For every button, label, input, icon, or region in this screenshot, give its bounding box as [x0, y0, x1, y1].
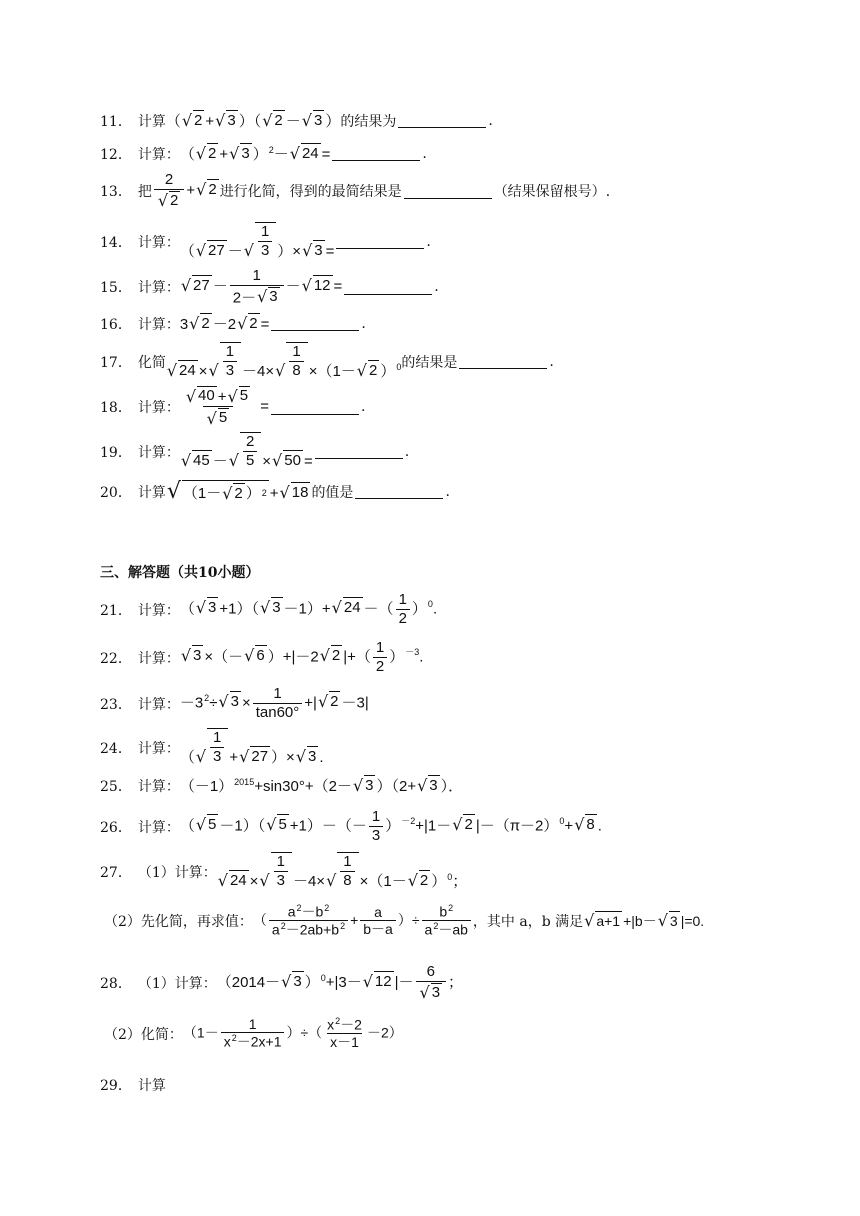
part-label: （1）计算：	[137, 864, 217, 881]
answer-blank	[459, 354, 547, 369]
question-label: 计算：	[137, 778, 180, 795]
question-number: 15．	[100, 280, 132, 297]
question-prefix: 把	[137, 184, 152, 201]
question-12: 12． 计算： （ √ 2 + √ 3 ）$^2$－ √ 24 = .	[100, 144, 427, 163]
section-heading: 三、解答题（共10小题）	[100, 565, 260, 581]
answer-blank	[271, 316, 359, 331]
answer-blank	[271, 400, 359, 415]
question-27: 27． （1）计算： √ 24 × √ $\frac{1}{3}$ －4× √ $\frac{1}{8}$ ×（1－ √ 2 ）$^0$；	[100, 853, 468, 890]
question-label: 计算：	[137, 696, 180, 713]
question-number: 13．	[100, 184, 132, 201]
question-14: 14． 计算： （ √ 27 － √ $\frac{1}{3}$ ）× √ 3 = .	[100, 223, 431, 260]
question-label: 计算：	[137, 602, 180, 619]
part-label: （2）化简：	[104, 1026, 183, 1043]
question-label: 计算：	[137, 444, 180, 461]
question-number: 29．	[100, 1078, 132, 1094]
question-27-part2: （2）先化简，再求值： （ $\frac{a^2-b^2}{a^2-2ab+b^2}$ + $\frac{a}{b-a}$ ）÷ $\frac{b^2}{a^2-ab}$ ，其中 a，b 满足 √ a+1 +|b－ √ 3 |=0.	[104, 903, 705, 938]
answer-blank	[332, 146, 420, 161]
question-13: 13． 把 2 √ 2 + √ 2 进行化简，得到的最简结果是 （结果保留根号） ．	[100, 171, 620, 210]
question-20: 20． 计算 √ （1－ √ 2 ） 2 + √ 18 的值是 .	[100, 479, 450, 504]
part-label: （2）先化简，再求值：	[104, 914, 253, 931]
question-28-part2: （2）化简： （1－ $\frac{1}{x^2-2x+1}$ ）÷（ $\frac{x^2-2}{x-1}$ －2）	[104, 1016, 403, 1051]
question-number: 23．	[100, 696, 132, 713]
answer-blank	[355, 484, 443, 499]
question-19: 19． 计算： √ 45 － √ $\frac{2}{5}$ × √ 50 = .	[100, 433, 410, 470]
question-11: 11． 计算 （ √ 2 + √ 3 ）（ √ 2 － √ 3 ） 的结果为 .	[100, 111, 493, 130]
question-number: 17．	[100, 354, 132, 371]
question-suffix: （结果保留根号）	[493, 184, 606, 201]
question-label: 计算：	[137, 280, 180, 297]
question-suffix: 的结果为	[340, 113, 397, 130]
part-label: （1）计算：	[137, 976, 217, 993]
question-16: 16． 计算： 3 √ 2 －2 √ 2 = .	[100, 314, 366, 333]
question-label: 计算：	[137, 819, 180, 836]
question-label: 计算：	[137, 740, 180, 757]
question-number: 14．	[100, 234, 132, 251]
question-suffix: 的结果是	[401, 354, 458, 371]
question-label: 计算	[137, 113, 166, 130]
question-17: 17． 化简 √ 24 × √ $\frac{1}{3}$ －4× √ $\frac{1}{8}$ ×（1－ √ 2 ）$^0$ 的结果是 .	[100, 343, 554, 380]
question-number: 24．	[100, 740, 132, 757]
question-prefix: 化简	[137, 354, 166, 371]
question-mid: 进行化简，得到的最简结果是	[219, 184, 402, 201]
question-label: 计算	[137, 1078, 166, 1094]
question-26: 26． 计算： （ √ 5 －1）（ √ 5 +1）－（－ $\frac{1}{3}$ ）$^{-2}$+|1－ √ 2 $|-(\pi-2)^0+$ √ 8 .	[100, 808, 602, 844]
question-label: 计算：	[137, 400, 180, 416]
question-label: 计算	[137, 484, 166, 501]
question-29	[100, 1075, 166, 1095]
question-label: 计算：	[137, 316, 180, 333]
question-18: 18． 计算： √ 40 + √ 5 √ 5 = .	[100, 386, 366, 428]
answer-blank	[404, 184, 492, 199]
question-number: 19．	[100, 444, 132, 461]
question-number: 18．	[100, 400, 132, 416]
answer-blank	[398, 113, 486, 128]
answer-blank	[315, 444, 403, 459]
question-23: 23． 计算： $-3^2\div$ √ 3 × $\frac{1}{\tan 60^\circ}$ +| √ 2 －3|	[100, 685, 369, 721]
question-number: 26．	[100, 819, 132, 836]
question-number: 27．	[100, 864, 132, 881]
question-label: 计算：	[137, 234, 180, 251]
question-number: 22．	[100, 650, 132, 667]
question-suffix: 的值是	[311, 484, 354, 501]
question-label: 计算：	[137, 650, 180, 667]
question-number: 28．	[100, 976, 132, 993]
question-number: 16．	[100, 316, 132, 333]
question-label: 计算：	[137, 146, 180, 163]
condition-text: ，其中 a，b 满足	[472, 914, 584, 931]
question-number: 11．	[100, 113, 132, 130]
sin30-text: sin30°	[262, 778, 305, 795]
question-number: 20．	[100, 484, 132, 501]
question-number: 21．	[100, 602, 132, 619]
answer-blank	[344, 280, 432, 295]
tan60-text: tan60°	[253, 703, 303, 722]
question-number: 25．	[100, 778, 132, 795]
question-22: 22． 计算： √ 3 ×（－ √ 6 ）+|－2 √ 2 |+（ $\frac{1}{2}$ ）$^{-3}$.	[100, 639, 424, 675]
question-25: 25． 计算： $(-1)^{2015}+\sin 30^\circ+(2-$ √ 3 ）（2+ √ 3 ）．	[100, 776, 464, 795]
question-28: 28． （1）计算： （2014－ √ 3 ）$^0$+|3－ √ 12 |－ 6 √ 3 ；	[100, 963, 464, 1002]
question-15: 15． 计算： √ 27 － 1 2－ √ 3 － √ 12 = .	[100, 267, 439, 306]
question-24: 24． 计算： （ √ $\frac{1}{3}$ + √ 27 ）× √ 3 .	[100, 729, 324, 766]
question-number: 12．	[100, 146, 132, 163]
question-21: 21． 计算： （ √ 3 +1）（ √ 3 －1）+ √ 24 －（ $\frac{1}{2}$ ）$^0$.	[100, 591, 438, 627]
answer-blank	[336, 234, 424, 249]
